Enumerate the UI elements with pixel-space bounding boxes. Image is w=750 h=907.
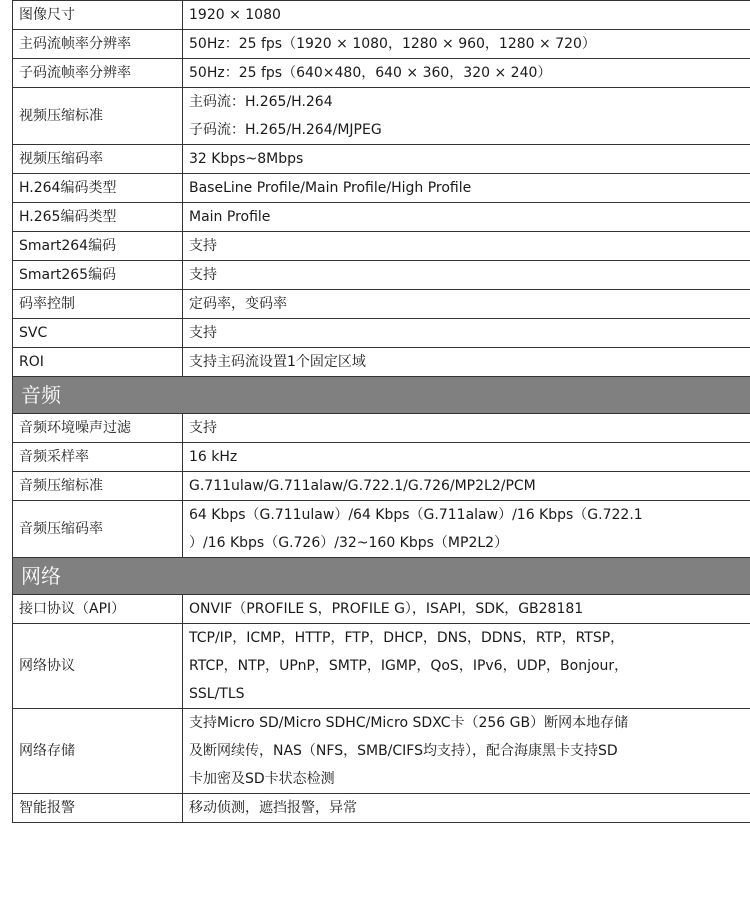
spec-value bbox=[183, 290, 750, 319]
table-row bbox=[13, 261, 750, 290]
spec-label: Smart265编码 bbox=[13, 261, 183, 290]
spec-label: Smart264编码 bbox=[13, 232, 183, 261]
spec-label: 网络存储 bbox=[13, 709, 183, 794]
spec-value-line: 支持 bbox=[189, 325, 217, 341]
table-row bbox=[13, 30, 750, 59]
table-row bbox=[13, 203, 750, 232]
spec-value bbox=[183, 319, 750, 348]
spec-value bbox=[183, 59, 750, 88]
spec-value bbox=[183, 501, 750, 558]
spec-table bbox=[12, 0, 750, 823]
spec-label: SVC bbox=[13, 319, 183, 348]
table-row bbox=[13, 1, 750, 30]
spec-value bbox=[183, 794, 750, 823]
spec-value-line: 支持主码流设置1个固定区域 bbox=[189, 354, 366, 370]
spec-value bbox=[183, 261, 750, 290]
section-title: 网络 bbox=[13, 558, 750, 595]
table-row bbox=[13, 232, 750, 261]
spec-label: ROI bbox=[13, 348, 183, 377]
spec-value bbox=[183, 414, 750, 443]
spec-label: 视频压缩标准 bbox=[13, 88, 183, 145]
spec-value-line: BaseLine Profile/Main Profile/High Profile bbox=[189, 180, 472, 196]
spec-value-line: SSL/TLS bbox=[189, 686, 245, 702]
spec-value-line: RTCP，NTP，UPnP，SMTP，IGMP，QoS，IPv6，UDP，Bonjour， bbox=[189, 658, 629, 674]
spec-label: 接口协议（API） bbox=[13, 595, 183, 624]
table-row bbox=[13, 709, 750, 794]
spec-label: 音频压缩标准 bbox=[13, 472, 183, 501]
table-row bbox=[13, 472, 750, 501]
spec-value bbox=[183, 595, 750, 624]
table-row bbox=[13, 794, 750, 823]
table-row bbox=[13, 319, 750, 348]
spec-value bbox=[183, 30, 750, 59]
section-title: 音频 bbox=[13, 377, 750, 414]
spec-value-line: Main Profile bbox=[189, 209, 271, 225]
spec-value bbox=[183, 145, 750, 174]
audio-section-header bbox=[13, 377, 750, 414]
spec-value bbox=[183, 709, 750, 794]
spec-label: 智能报警 bbox=[13, 794, 183, 823]
spec-value-line: 50Hz：25 fps（640×480，640 × 360，320 × 240） bbox=[189, 65, 552, 81]
spec-value bbox=[183, 348, 750, 377]
table-row bbox=[13, 624, 750, 709]
spec-value bbox=[183, 232, 750, 261]
spec-label: 主码流帧率分辨率 bbox=[13, 30, 183, 59]
spec-value-line: 支持Micro SD/Micro SDHC/Micro SDXC卡（256 GB）断网本地存储 bbox=[189, 715, 629, 731]
spec-value-line: 主码流：H.265/H.264 bbox=[189, 94, 333, 110]
spec-value-line: 支持 bbox=[189, 238, 217, 254]
spec-label: 音频压缩码率 bbox=[13, 501, 183, 558]
spec-label: 子码流帧率分辨率 bbox=[13, 59, 183, 88]
table-row bbox=[13, 88, 750, 145]
spec-label: 网络协议 bbox=[13, 624, 183, 709]
spec-value bbox=[183, 1, 750, 30]
network-section-header bbox=[13, 558, 750, 595]
spec-value-line: 及断网续传，NAS（NFS，SMB/CIFS均支持），配合海康黑卡支持SD bbox=[189, 743, 618, 759]
spec-value-line: 支持 bbox=[189, 420, 217, 436]
spec-value-line: 16 kHz bbox=[189, 449, 238, 465]
spec-value-line: 50Hz：25 fps（1920 × 1080，1280 × 960，1280 × 720） bbox=[189, 36, 596, 52]
table-row bbox=[13, 414, 750, 443]
spec-value bbox=[183, 174, 750, 203]
table-row bbox=[13, 174, 750, 203]
spec-value bbox=[183, 472, 750, 501]
spec-value bbox=[183, 443, 750, 472]
spec-value-line: 子码流：H.265/H.264/MJPEG bbox=[189, 122, 382, 138]
table-row bbox=[13, 501, 750, 558]
table-row bbox=[13, 290, 750, 319]
spec-label: 视频压缩码率 bbox=[13, 145, 183, 174]
spec-value-line: 支持 bbox=[189, 267, 217, 283]
spec-value-line: TCP/IP，ICMP，HTTP，FTP，DHCP，DNS，DDNS，RTP，RTSP， bbox=[189, 630, 625, 646]
spec-value-line: 移动侦测，遮挡报警，异常 bbox=[189, 800, 357, 816]
spec-value-line: G.711ulaw/G.711alaw/G.722.1/G.726/MP2L2/PCM bbox=[189, 478, 536, 494]
spec-value bbox=[183, 624, 750, 709]
table-row bbox=[13, 595, 750, 624]
spec-label: 音频采样率 bbox=[13, 443, 183, 472]
table-row bbox=[13, 59, 750, 88]
spec-value bbox=[183, 88, 750, 145]
spec-value-line: 64 Kbps（G.711ulaw）/64 Kbps（G.711alaw）/16 Kbps（G.722.1 bbox=[189, 507, 643, 523]
spec-label: 音频环境噪声过滤 bbox=[13, 414, 183, 443]
spec-value-line: ）/16 Kbps（G.726）/32~160 Kbps（MP2L2） bbox=[189, 535, 509, 551]
spec-label: 图像尺寸 bbox=[13, 1, 183, 30]
spec-value-line: ONVIF（PROFILE S，PROFILE G），ISAPI，SDK，GB28181 bbox=[189, 601, 584, 617]
spec-value-line: 1920 × 1080 bbox=[189, 7, 281, 23]
table-row bbox=[13, 443, 750, 472]
spec-table-body bbox=[13, 1, 750, 823]
spec-value-line: 定码率，变码率 bbox=[189, 296, 287, 312]
spec-label: H.264编码类型 bbox=[13, 174, 183, 203]
table-row bbox=[13, 145, 750, 174]
spec-value-line: 卡加密及SD卡状态检测 bbox=[189, 771, 335, 787]
spec-label: 码率控制 bbox=[13, 290, 183, 319]
spec-value-line: 32 Kbps~8Mbps bbox=[189, 151, 304, 167]
table-row bbox=[13, 348, 750, 377]
spec-label: H.265编码类型 bbox=[13, 203, 183, 232]
spec-value bbox=[183, 203, 750, 232]
